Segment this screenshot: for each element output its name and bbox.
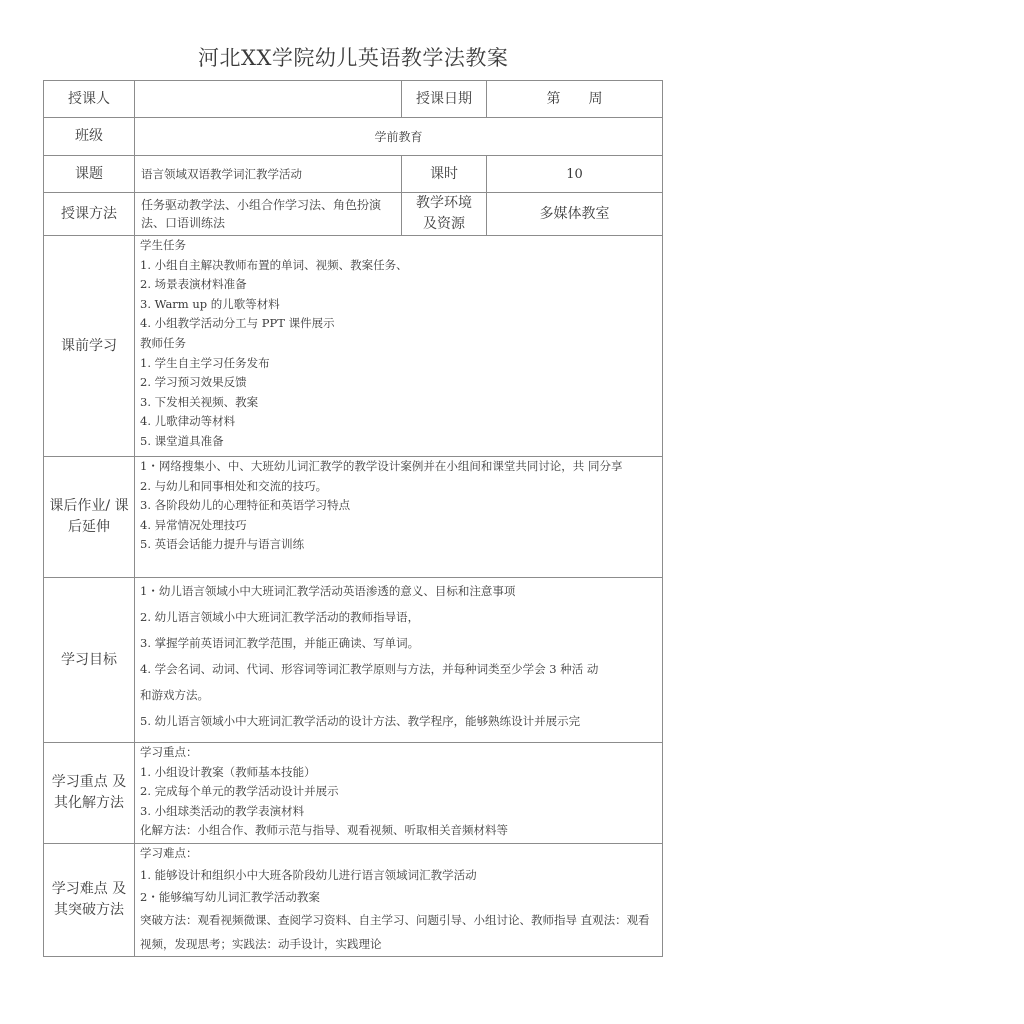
teacher-row bbox=[44, 81, 663, 118]
goals-label: 学习目标 bbox=[44, 578, 135, 743]
text-line: 教师任务 bbox=[140, 335, 186, 350]
hours-label: 课时 bbox=[402, 156, 487, 193]
text-line: 4. 学会名词、动词、代词、形容词等词汇教学原则与方法，并每种词类至少学会 3 种活 动 bbox=[140, 662, 599, 676]
topic-value: 语言领域双语教学词汇教学活动 bbox=[135, 156, 402, 193]
text-line: 化解方法：小组合作、教师示范与指导、观看视频、听取相关音频材料等 bbox=[140, 823, 508, 838]
lesson-plan-table bbox=[43, 80, 663, 957]
pre-study-row bbox=[44, 236, 663, 457]
text-line: 5. 幼儿语言领域小中大班词汇教学活动的设计方法、教学程序，能够熟练设计并展示完 bbox=[140, 714, 581, 728]
homework-row bbox=[44, 457, 663, 578]
homework-content bbox=[135, 457, 663, 578]
topic-label: 课题 bbox=[44, 156, 135, 193]
class-value: 学前教育 bbox=[135, 118, 663, 156]
difficulties-label: 学习难点 及其突破方法 bbox=[44, 844, 135, 957]
text-line: 3. 掌握学前英语词汇教学范围，并能正确读、写单词。 bbox=[140, 636, 420, 650]
text-line: 2・能够编写幼儿词汇教学活动教案 bbox=[140, 889, 320, 904]
text-line: 1. 小组自主解决教师布置的单词、视频、教案任务、 bbox=[140, 257, 408, 272]
homework-label: 课后作业/ 课后延伸 bbox=[44, 457, 135, 578]
teacher-label: 授课人 bbox=[44, 81, 135, 118]
env-value: 多媒体教室 bbox=[487, 193, 663, 236]
method-row bbox=[44, 193, 663, 236]
key-points-row bbox=[44, 743, 663, 844]
text-line: 1・幼儿语言领域小中大班词汇教学活动英语渗透的意义、目标和注意事项 bbox=[140, 584, 516, 598]
text-line: 2. 场景表演材料准备 bbox=[140, 277, 247, 292]
key-points-content bbox=[135, 743, 663, 844]
class-label: 班级 bbox=[44, 118, 135, 156]
text-line: 2. 完成每个单元的教学活动设计并展示 bbox=[140, 784, 339, 799]
text-line: 3. 小组球类活动的教学表演材料 bbox=[140, 803, 305, 818]
hours-value: 10 bbox=[487, 156, 663, 193]
text-line: 5. 课堂道具准备 bbox=[140, 433, 224, 448]
text-line: 2. 幼儿语言领域小中大班词汇教学活动的教师指导语， bbox=[140, 610, 420, 624]
text-line: 学生任务 bbox=[140, 238, 186, 252]
date-label: 授课日期 bbox=[402, 81, 487, 118]
method-value: 任务驱动教学法、小组合作学习法、角色扮演法、口语训练法 bbox=[135, 193, 402, 236]
goals-row bbox=[44, 578, 663, 743]
text-line: 1. 学生自主学习任务发布 bbox=[140, 355, 270, 370]
text-line: 1. 能够设计和组织小中大班各阶段幼儿进行语言领域词汇教学活动 bbox=[140, 867, 477, 882]
text-line: 2. 学习预习效果反馈 bbox=[140, 375, 247, 390]
class-row bbox=[44, 118, 663, 156]
text-line: 1. 小组设计教案（教师基本技能） bbox=[140, 764, 316, 779]
text-line: 4. 儿歌律动等材料 bbox=[140, 414, 236, 429]
text-line: 突破方法：观看视频微课、查阅学习资料、自主学习、问题引导、小组讨论、教师指导 直观法：观看视频，发现思考；实践法：动手设计，实践理论 bbox=[140, 912, 650, 951]
text-line: 学习难点： bbox=[140, 846, 198, 860]
env-label: 教学环境及资源 bbox=[402, 193, 487, 236]
difficulties-row bbox=[44, 844, 663, 957]
teacher-value bbox=[135, 81, 402, 118]
topic-row bbox=[44, 156, 663, 193]
text-line: 3. Warm up 的儿歌等材料 bbox=[140, 296, 280, 311]
text-line: 4. 小组教学活动分工与 PPT 课件展示 bbox=[140, 316, 335, 331]
text-line: 4. 异常情况处理技巧 bbox=[140, 517, 247, 532]
text-line: 1・网络搜集小、中、大班幼儿词汇教学的教学设计案例并在小组间和课堂共同讨论，共 同分享 bbox=[140, 459, 623, 473]
key-points-label: 学习重点 及其化解方法 bbox=[44, 743, 135, 844]
text-line: 3. 各阶段幼儿的心理特征和英语学习特点 bbox=[140, 498, 351, 513]
method-label: 授课方法 bbox=[44, 193, 135, 236]
week-value: 第 周 bbox=[487, 81, 663, 118]
text-line: 5. 英语会话能力提升与语言训练 bbox=[140, 537, 305, 552]
text-line: 和游戏方法。 bbox=[140, 688, 209, 702]
text-line: 3. 下发相关视频、教案 bbox=[140, 394, 259, 409]
page-title: 河北XX学院幼儿英语教学法教案 bbox=[198, 46, 509, 70]
pre-study-label: 课前学习 bbox=[44, 236, 135, 457]
text-line: 2. 与幼儿和同事相处和交流的技巧。 bbox=[140, 478, 328, 493]
goals-content bbox=[135, 578, 663, 743]
difficulties-content bbox=[135, 844, 663, 957]
pre-study-content bbox=[135, 236, 663, 457]
text-line: 学习重点： bbox=[140, 745, 198, 759]
